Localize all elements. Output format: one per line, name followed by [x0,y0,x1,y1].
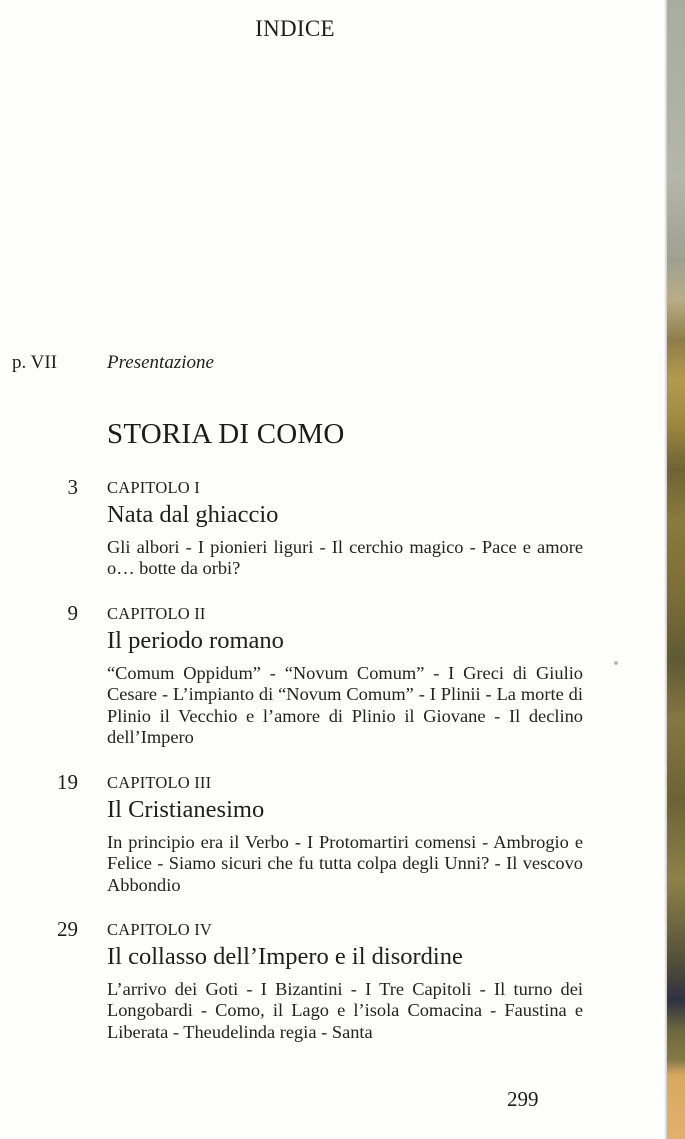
chapter-description: L’arrivo dei Goti - I Bizantini - I Tre Capitoli - Il turno dei Longobardi - Como, il Lago e l’isola Comacina - Faustina e Liberata - Theudelinda regia - Santa [107,979,583,1042]
chapter-title: Il Cristianesimo [107,796,265,823]
chapter-label: CAPITOLO I [107,478,200,497]
chapter-page-number: 9 [67,601,78,625]
adjacent-page-painting-strip [667,0,685,1139]
chapter-label: CAPITOLO IV [107,920,213,939]
presentation-page-ref: p. VII [12,352,58,373]
presentation-label: Presentazione [107,352,214,373]
chapter-description: In principio era il Verbo - I Protomartiri comensi - Ambrogio e Felice - Siamo sicuri che fu tutta colpa degli Unni? - Il vescovo Abbondio [107,832,583,895]
paper-speck [614,661,618,665]
chapter-page-number: 3 [67,475,78,499]
chapter-label: CAPITOLO III [107,773,212,792]
page-title: INDICE [255,16,335,41]
page-number: 299 [507,1087,539,1111]
chapter-label: CAPITOLO II [107,604,206,623]
chapter-title: Il periodo romano [107,627,284,654]
chapter-title: Nata dal ghiaccio [107,501,279,528]
chapter-description: Gli albori - I pionieri liguri - Il cerchio magico - Pace e amore o… botte da orbi? [107,537,583,579]
chapter-page-number: 29 [57,917,78,941]
section-title: STORIA DI COMO [107,418,345,450]
chapter-title: Il collasso dell’Impero e il disordine [107,943,463,970]
chapter-page-number: 19 [57,770,78,794]
chapter-description: “Comum Oppidum” - “Novum Comum” - I Greci di Giulio Cesare - L’impianto di “Novum Comum” - I Plinii - La morte di Plinio il Vecchio e l’amore di Plinio il Giovane - Il declino dell’Impero [107,663,583,747]
